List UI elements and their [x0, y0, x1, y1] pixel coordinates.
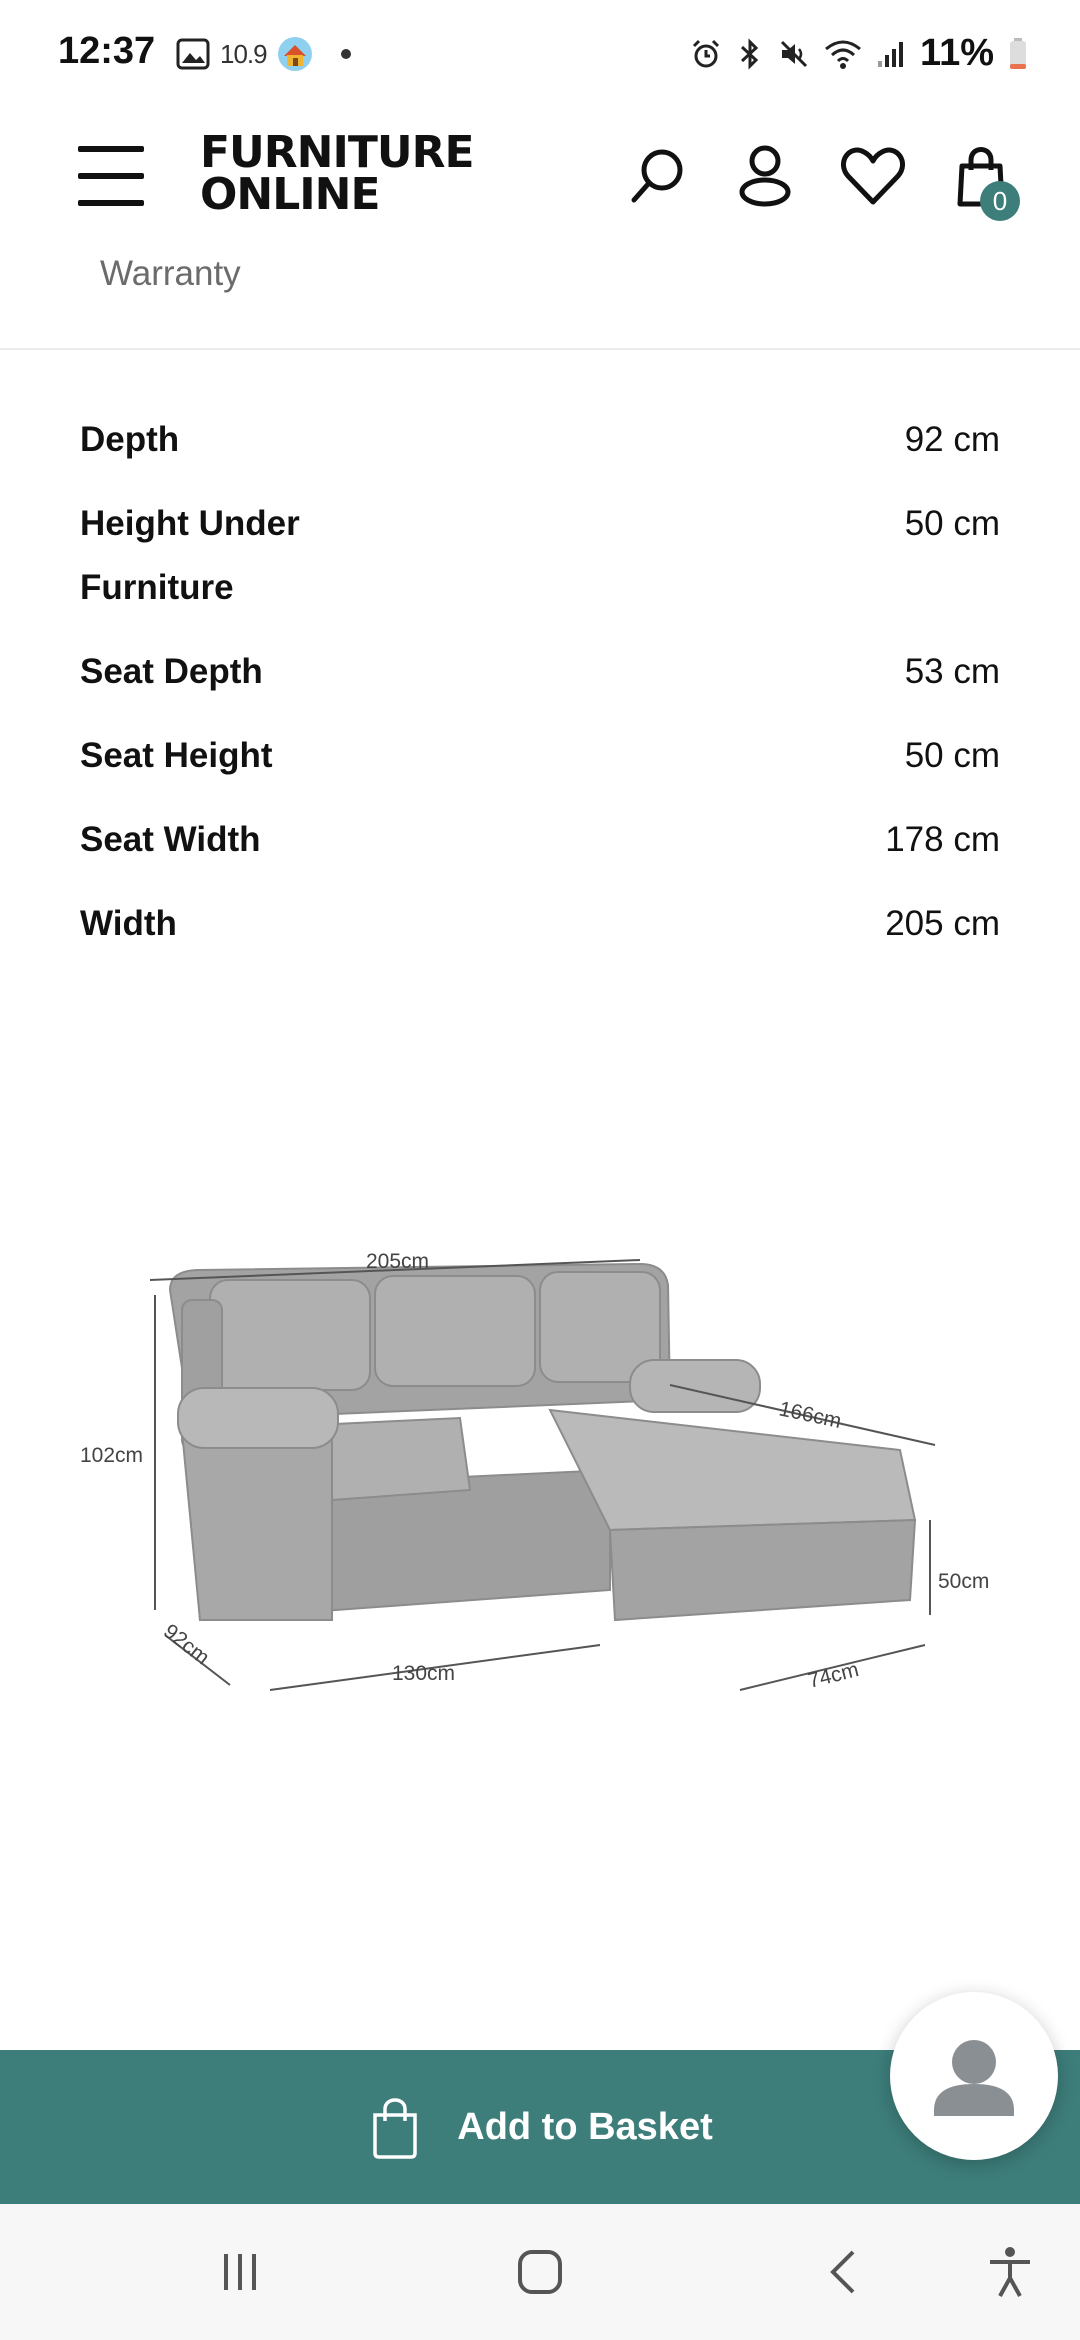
status-time: 12:37	[58, 30, 156, 72]
menu-button[interactable]	[78, 146, 144, 206]
warranty-tab[interactable]	[0, 250, 1080, 350]
spec-row	[80, 892, 1000, 956]
battery-percent: 11%	[920, 32, 994, 74]
spec-label: Seat Height	[80, 736, 273, 775]
dimension-seat-span: 130cm	[392, 1662, 456, 1685]
home-app-icon	[277, 36, 313, 72]
spec-label: Depth	[80, 420, 180, 459]
signal-icon	[876, 39, 906, 69]
spec-label: Seat Width	[80, 820, 261, 859]
warranty-label: Warranty	[100, 254, 241, 293]
spec-row	[80, 640, 1000, 704]
dimension-depth: 92cm	[159, 1619, 214, 1670]
sofa-dimension-image	[70, 1240, 1010, 1720]
status-left-icons	[176, 36, 351, 72]
person-icon	[890, 1992, 1058, 2160]
cart-count-badge: 0	[980, 181, 1020, 221]
logo-line-1: FURNITURE	[200, 127, 474, 178]
battery-icon	[1008, 37, 1028, 71]
dimension-chaise-length: 166cm	[776, 1397, 844, 1433]
site-header	[0, 110, 1080, 250]
status-right-icons	[690, 32, 1028, 75]
status-bar	[0, 0, 1080, 110]
shopping-bag-icon	[367, 2095, 423, 2159]
search-icon[interactable]	[622, 142, 692, 212]
add-to-basket-label: Add to Basket	[457, 2105, 713, 2148]
spec-row	[80, 492, 1000, 620]
spec-value: 50 cm	[904, 736, 1000, 775]
dimension-chaise-width: 74cm	[805, 1658, 862, 1693]
spec-label: Height Under Furniture	[80, 504, 300, 607]
bluetooth-icon	[736, 38, 764, 70]
gallery-icon	[176, 38, 210, 70]
home-button-icon[interactable]	[510, 2242, 570, 2302]
spec-row	[80, 808, 1000, 872]
notification-dot	[341, 49, 351, 59]
wifi-icon	[824, 38, 862, 70]
network-speed: 10.9	[220, 38, 267, 69]
spec-value: 53 cm	[904, 652, 1000, 691]
dimensions-spec-list	[80, 408, 1000, 976]
alarm-icon	[690, 38, 722, 70]
back-icon[interactable]	[815, 2242, 875, 2302]
menu-icon-line	[78, 200, 144, 206]
menu-icon-line	[78, 146, 144, 152]
dimension-chaise-height: 50cm	[938, 1570, 990, 1593]
account-icon[interactable]	[730, 142, 800, 212]
chat-support-button[interactable]	[890, 1992, 1058, 2160]
spec-label: Seat Depth	[80, 652, 263, 691]
site-logo[interactable]	[200, 127, 490, 220]
logo-line-2: ONLINE	[200, 169, 380, 220]
accessibility-icon[interactable]	[980, 2242, 1040, 2302]
spec-value: 50 cm	[904, 504, 1000, 543]
spec-row	[80, 408, 1000, 472]
system-nav-bar	[0, 2204, 1080, 2340]
spec-value: 92 cm	[904, 420, 1000, 459]
mute-icon	[778, 38, 810, 70]
recent-apps-icon[interactable]	[210, 2242, 270, 2302]
menu-icon-line	[78, 173, 144, 179]
spec-label: Width	[80, 904, 177, 943]
dimension-height: 102cm	[80, 1444, 144, 1467]
dimension-width: 205cm	[366, 1250, 430, 1273]
spec-value: 205 cm	[885, 904, 1000, 943]
spec-value: 178 cm	[885, 820, 1000, 859]
wishlist-heart-icon[interactable]	[838, 142, 908, 212]
spec-row	[80, 724, 1000, 788]
